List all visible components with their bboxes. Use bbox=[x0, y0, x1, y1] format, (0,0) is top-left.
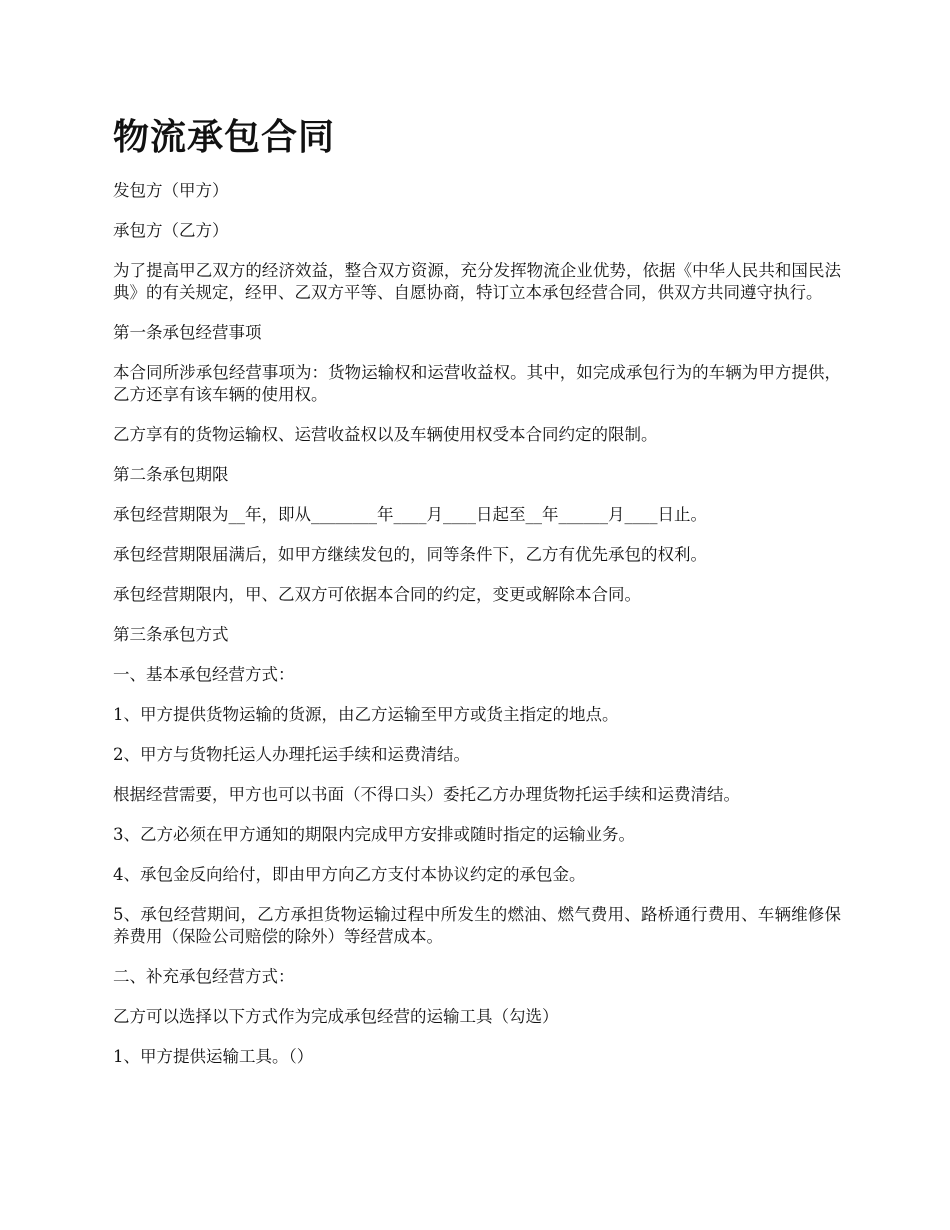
document-page bbox=[113, 112, 841, 1086]
list-item: 3、乙方必须在甲方通知的期限内完成甲方安排或随时指定的运输业务。 bbox=[113, 825, 635, 844]
section-heading: 二、补充承包经营方式： bbox=[113, 967, 295, 986]
article-2-paragraph: 承包经营期限内，甲、乙双方可依据本合同的约定，变更或解除本合同。 bbox=[113, 585, 641, 604]
party-b-line: 承包方（乙方） bbox=[113, 221, 229, 240]
preamble-paragraph: 为了提高甲乙双方的经济效益，整合双方资源，充分发挥物流企业优势，依据《中华人民共和国民法典》的有关规定，经甲、乙双方平等、自愿协商，特订立本承包经营合同，供双方共同遵守执行。 bbox=[113, 261, 841, 302]
article-3-heading: 第三条承包方式 bbox=[113, 625, 229, 644]
list-item: 5、承包经营期间，乙方承担货物运输过程中所发生的燃油、燃气费用、路桥通行费用、车辆维修保养费用（保险公司赔偿的除外）等经营成本。 bbox=[113, 905, 841, 946]
party-a-line: 发包方（甲方） bbox=[113, 181, 229, 200]
article-1-paragraph: 乙方享有的货物运输权、运营收益权以及车辆使用权受本合同约定的限制。 bbox=[113, 425, 658, 444]
article-2-heading: 第二条承包期限 bbox=[113, 465, 229, 484]
list-item: 1、甲方提供货物运输的货源，由乙方运输至甲方或货主指定的地点。 bbox=[113, 705, 619, 724]
list-item: 4、承包金反向给付，即由甲方向乙方支付本协议约定的承包金。 bbox=[113, 865, 586, 884]
article-2-paragraph: 承包经营期限为__年，即从________年____月____日起至__年______月____日止。 bbox=[113, 505, 707, 524]
list-item: 2、甲方与货物托运人办理托运手续和运费清结。 bbox=[113, 745, 470, 764]
document-title: 物流承包合同 bbox=[113, 116, 336, 158]
article-3-paragraph: 根据经营需要，甲方也可以书面（不得口头）委托乙方办理货物托运手续和运费清结。 bbox=[113, 785, 740, 804]
article-1-heading: 第一条承包经营事项 bbox=[113, 323, 262, 342]
article-1-paragraph: 本合同所涉承包经营事项为：货物运输权和运营收益权。其中，如完成承包行为的车辆为甲方提供，乙方还享有该车辆的使用权。 bbox=[113, 363, 841, 404]
list-item: 1、甲方提供运输工具。（） bbox=[113, 1047, 314, 1066]
article-2-paragraph: 承包经营期限届满后，如甲方继续发包的，同等条件下，乙方有优先承包的权利。 bbox=[113, 545, 707, 564]
article-3-paragraph: 乙方可以选择以下方式作为完成承包经营的运输工具（勾选） bbox=[113, 1007, 559, 1026]
section-heading: 一、基本承包经营方式： bbox=[113, 665, 295, 684]
